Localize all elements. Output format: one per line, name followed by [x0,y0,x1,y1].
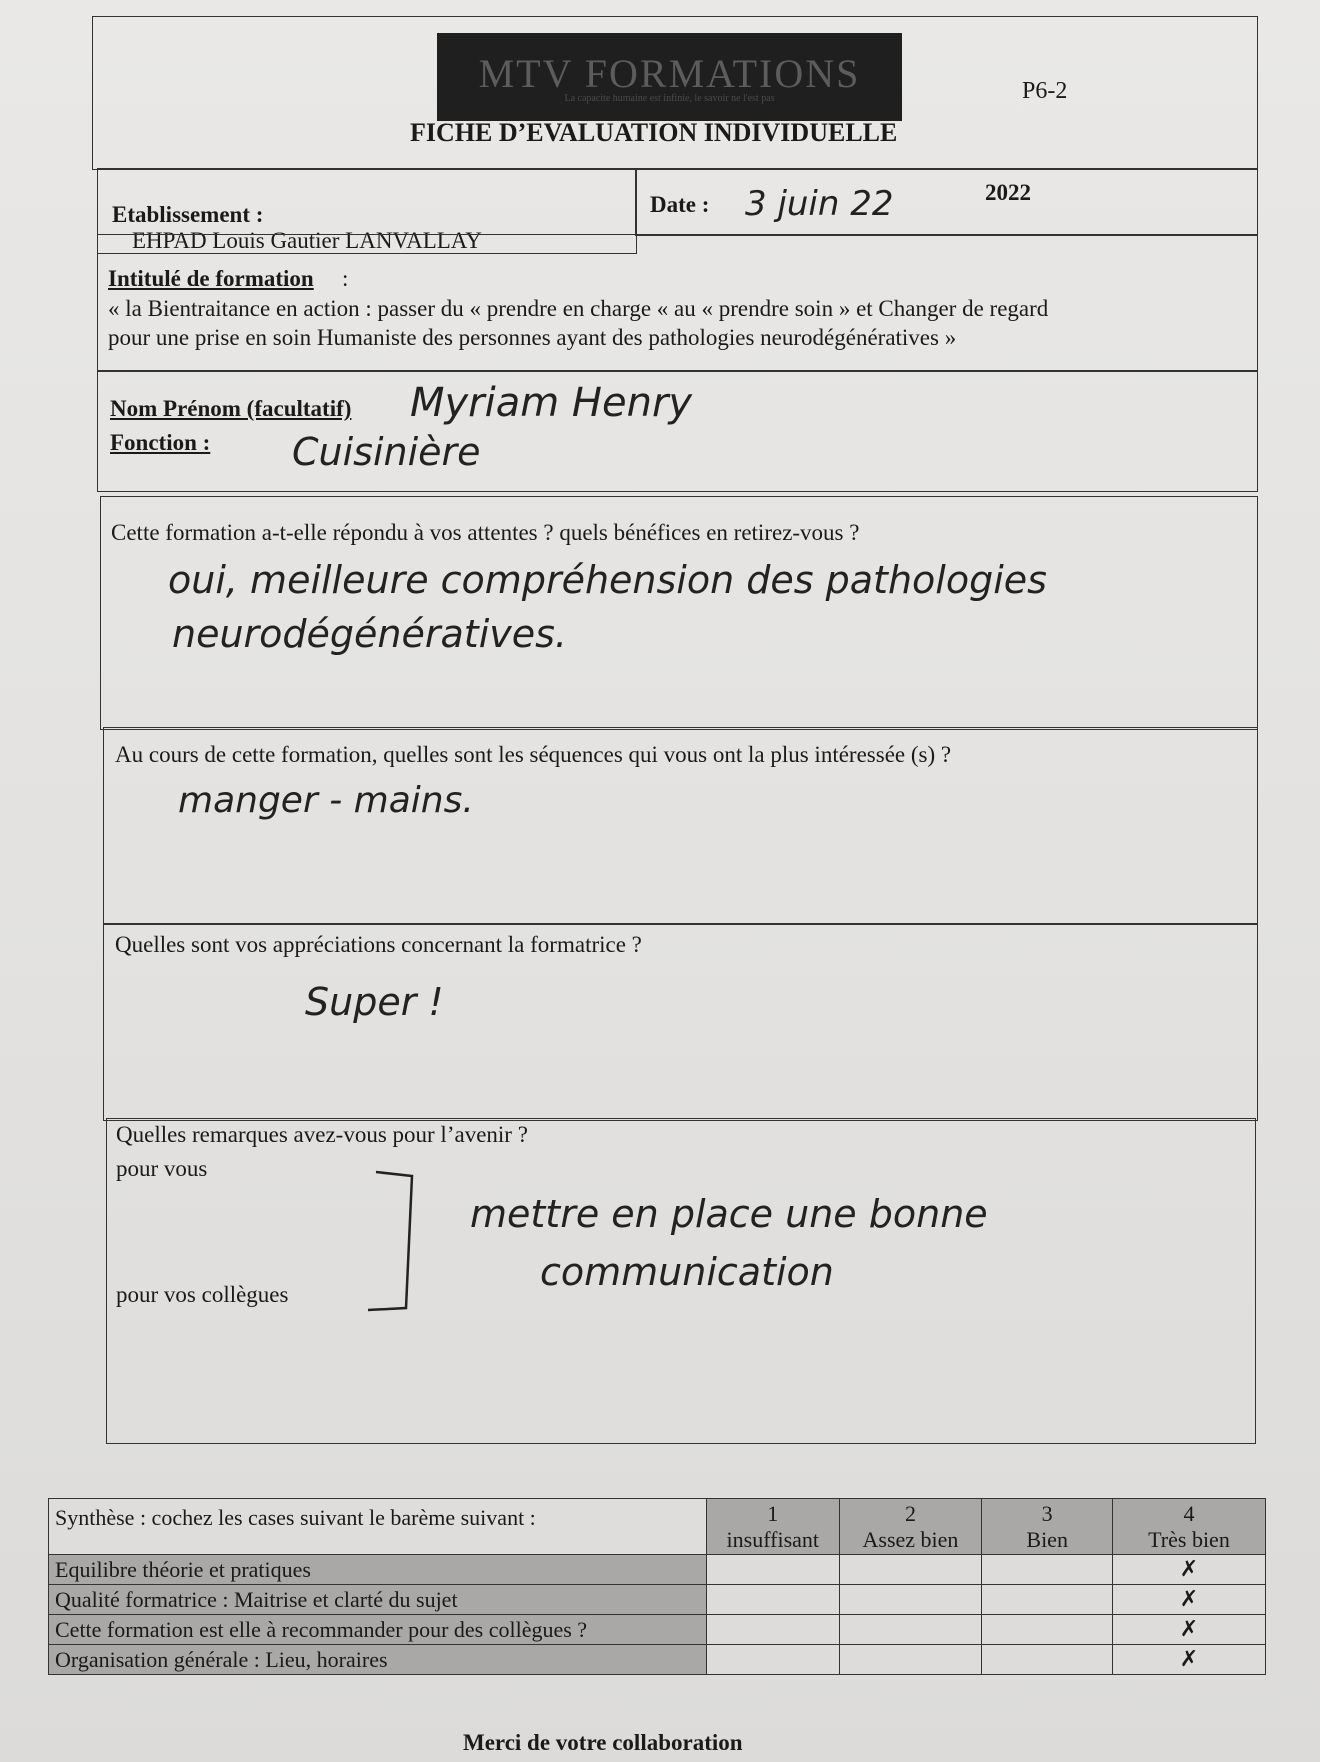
checkbox-cell[interactable] [982,1585,1113,1615]
criterion-label: Qualité formatrice : Maitrise et clarté du sujet [49,1585,707,1615]
answer-1-line2: neurodégénératives. [172,612,567,656]
table-row [49,1645,1266,1675]
scale-col-3 [982,1499,1113,1555]
table-row [49,1615,1266,1645]
question-4-sub-pour-vous: pour vous [116,1156,208,1181]
name-label: Nom Prénom (facultatif) [110,396,352,421]
checkbox-cell[interactable] [706,1555,839,1585]
scale-col-4 [1112,1499,1265,1555]
question-1: Cette formation a-t-elle répondu à vos attentes ? quels bénéfices en retirez-vous ? [111,520,860,545]
scale-num: 1 [767,1500,779,1526]
logo-tagline: La capacite humaine est infinie, le savoir ne l'est pas [564,93,775,104]
question-4: Quelles remarques avez-vous pour l’avenir ? [116,1122,528,1147]
scale-label: insuffisant [726,1526,820,1552]
formation-line1: « la Bientraitance en action : passer du « prendre en charge « au « prendre soin » et Changer de regard [108,296,1049,321]
table-row [49,1555,1266,1585]
question-3: Quelles sont vos appréciations concernant la formatrice ? [115,932,642,957]
checkbox-cell[interactable] [982,1645,1113,1675]
question-4-sub-pour-vos-collegues: pour vos collègues [116,1282,289,1307]
scale-num: 3 [1041,1500,1053,1526]
question-2: Au cours de cette formation, quelles sont les séquences qui vous ont la plus intéressée (s) ? [115,742,952,767]
criterion-label: Cette formation est elle à recommander pour des collègues ? [49,1615,707,1645]
formation-label: Intitulé de formation [108,266,314,291]
scale-label: Assez bien [862,1526,959,1552]
scale-label: Très bien [1148,1526,1230,1552]
name-handwritten: Myriam Henry [410,380,693,426]
answer-2: manger - mains. [178,780,474,821]
answer-4-line1: mettre en place une bonne [470,1192,988,1236]
checkbox-cell[interactable] [839,1555,982,1585]
footer-thanks: Merci de votre collaboration [463,1730,743,1755]
checkbox-cell[interactable] [706,1585,839,1615]
scale-col-1 [706,1499,839,1555]
checkbox-cell[interactable] [706,1615,839,1645]
criterion-label: Organisation générale : Lieu, horaires [49,1645,707,1675]
scale-col-2 [839,1499,982,1555]
table-row [49,1585,1266,1615]
checkbox-cell[interactable] [839,1645,982,1675]
checkbox-cell[interactable] [706,1645,839,1675]
logo-text: MTV FORMATIONS [478,51,861,96]
date-cell [635,168,1258,236]
checkbox-cell-checked[interactable]: ✗ [1112,1555,1265,1585]
checkbox-cell[interactable] [839,1615,982,1645]
form-code: P6-2 [1022,78,1068,104]
date-label: Date : [650,192,710,217]
etablissement-label: Etablissement : [112,202,264,227]
synthese-header-row [49,1499,1266,1555]
criterion-label: Equilibre théorie et pratiques [49,1555,707,1585]
synthese-table [48,1498,1266,1675]
checkbox-cell[interactable] [982,1615,1113,1645]
formation-line2: pour une prise en soin Humaniste des personnes ayant des pathologies neurodégénératives » [108,325,957,350]
answer-3: Super ! [305,980,444,1024]
date-handwritten: 3 juin 22 [745,184,894,224]
checkbox-cell-checked[interactable]: ✗ [1112,1645,1265,1675]
checkbox-cell-checked[interactable]: ✗ [1112,1615,1265,1645]
handwritten-bracket [360,1168,420,1318]
formation-colon: : [342,266,349,291]
function-handwritten: Cuisinière [292,430,481,474]
answer-4-line2: communication [540,1250,834,1294]
page-title: FICHE D’EVALUATION INDIVIDUELLE [410,118,898,147]
date-year: 2022 [985,180,1031,205]
checkbox-cell[interactable] [839,1585,982,1615]
scale-num: 2 [904,1500,916,1526]
checkbox-cell[interactable] [982,1555,1113,1585]
answer-1-line1: oui, meilleure compréhension des pathologies [168,558,1047,602]
function-label: Fonction : [110,430,211,455]
scale-label: Bien [1026,1526,1068,1552]
logo [437,33,902,121]
scale-num: 4 [1183,1500,1195,1526]
checkbox-cell-checked[interactable]: ✗ [1112,1585,1265,1615]
etablissement-value: EHPAD Louis Gautier LANVALLAY [132,228,482,253]
synthese-title: Synthèse : cochez les cases suivant le barème suivant : [49,1499,707,1555]
